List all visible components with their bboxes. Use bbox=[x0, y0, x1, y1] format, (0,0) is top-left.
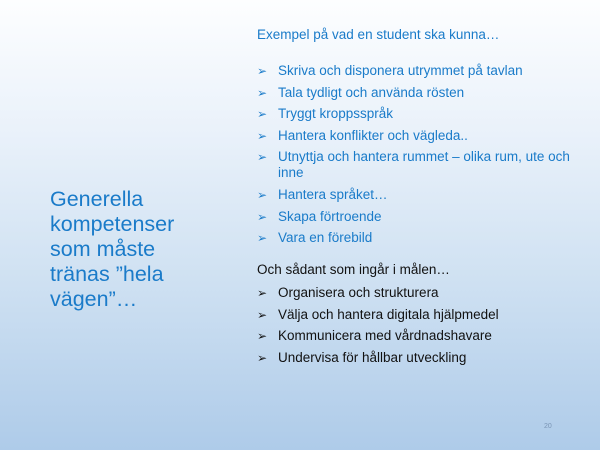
arrow-bullet-icon: ➢ bbox=[257, 231, 268, 246]
arrow-bullet-icon: ➢ bbox=[257, 209, 268, 224]
arrow-bullet-icon: ➢ bbox=[257, 350, 268, 365]
list-item-text: Hantera språket… bbox=[278, 186, 388, 202]
arrow-bullet-icon: ➢ bbox=[257, 64, 268, 78]
title-line: Generella bbox=[50, 187, 144, 211]
list-item bbox=[257, 209, 577, 225]
slide-title bbox=[50, 187, 220, 312]
page-number: 20 bbox=[544, 423, 552, 430]
list-item bbox=[257, 85, 577, 101]
title-line: vägen”… bbox=[50, 287, 138, 311]
list-item bbox=[257, 63, 577, 79]
section-heading-goals: Och sådant som ingår i målen… bbox=[257, 262, 450, 278]
list-item-text: Skapa förtroende bbox=[278, 208, 382, 224]
list-item bbox=[257, 128, 577, 144]
list-item bbox=[257, 106, 577, 122]
list-item bbox=[257, 328, 577, 344]
list-item bbox=[257, 307, 577, 323]
title-line: tränas ”hela bbox=[50, 262, 164, 286]
list-item-text: Kommunicera med vårdnadshavare bbox=[278, 328, 492, 344]
arrow-bullet-icon: ➢ bbox=[257, 128, 268, 143]
arrow-bullet-icon: ➢ bbox=[257, 307, 268, 322]
list-item-text: Skriva och disponera utrymmet på tavlan bbox=[278, 63, 523, 78]
arrow-bullet-icon: ➢ bbox=[257, 187, 268, 202]
list-item bbox=[257, 149, 577, 181]
list-item-text: Tala tydligt och använda rösten bbox=[278, 84, 465, 100]
content-area bbox=[257, 26, 577, 372]
list-item-text: Tryggt kroppsspråk bbox=[278, 106, 394, 122]
list-item bbox=[257, 285, 577, 301]
list-item-text: Hantera konflikter och vägleda.. bbox=[278, 127, 468, 143]
list-item-text: Utnyttja och hantera rummet – olika rum, ute och inne bbox=[278, 149, 570, 181]
list-item-text: Vara en förebild bbox=[278, 230, 373, 246]
list-item-text: Välja och hantera digitala hjälpmedel bbox=[278, 306, 499, 322]
section-heading-examples: Exempel på vad en student ska kunna… bbox=[257, 27, 500, 42]
title-line: kompetenser bbox=[50, 212, 175, 236]
list-item-text: Undervisa för hållbar utveckling bbox=[278, 349, 467, 365]
title-line: som måste bbox=[50, 237, 156, 261]
list-item-text: Organisera och strukturera bbox=[278, 285, 439, 301]
list-item bbox=[257, 230, 577, 246]
arrow-bullet-icon: ➢ bbox=[257, 286, 268, 301]
arrow-bullet-icon: ➢ bbox=[257, 107, 268, 122]
goals-list bbox=[257, 285, 577, 366]
arrow-bullet-icon: ➢ bbox=[257, 150, 268, 165]
list-item bbox=[257, 350, 577, 366]
list-item bbox=[257, 187, 577, 203]
arrow-bullet-icon: ➢ bbox=[257, 85, 268, 100]
arrow-bullet-icon: ➢ bbox=[257, 329, 268, 344]
examples-list bbox=[257, 63, 577, 246]
